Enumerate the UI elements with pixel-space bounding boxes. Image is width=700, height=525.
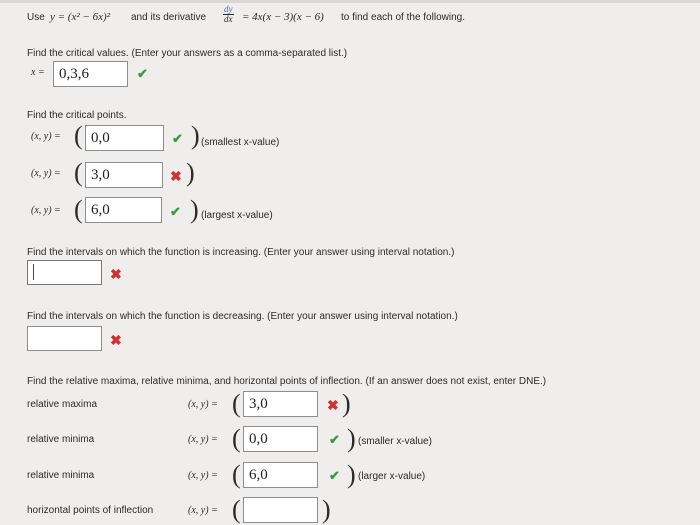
problem-instruction: to find each of the following. <box>341 12 465 23</box>
critical-values-prompt: Find the critical values. (Enter your answers as a comma-separated list.) <box>27 48 348 59</box>
critical-point-1-open-paren: ( <box>74 121 83 150</box>
critical-point-2-label: (x, y) = <box>31 168 61 179</box>
decreasing-input[interactable] <box>27 326 102 351</box>
top-divider <box>0 0 700 3</box>
relative-minima-1-xy-label: (x, y) = <box>188 434 218 445</box>
critical-point-1-note: (smallest x-value) <box>201 137 280 148</box>
inflection-points-label: horizontal points of inflection <box>27 505 154 516</box>
relative-minima-1-open-paren: ( <box>232 424 241 453</box>
decreasing-prompt: Find the intervals on which the function is decreasing. (Enter your answer using interval notation.) <box>27 311 458 322</box>
critical-point-1-correct-icon: ✔ <box>172 131 183 146</box>
critical-point-3-close-paren: ) <box>190 195 199 224</box>
inflection-points-open-paren: ( <box>232 495 241 524</box>
derivative-expression: = 4x(x − 3)(x − 6) <box>242 11 324 23</box>
inflection-points-xy-label: (x, y) = <box>188 505 218 516</box>
relative-minima-1-input[interactable]: 0,0 <box>243 426 318 452</box>
inflection-points-input[interactable] <box>243 497 318 523</box>
critical-point-3-open-paren: ( <box>74 195 83 224</box>
relative-minima-2-xy-label: (x, y) = <box>188 470 218 481</box>
relative-maxima-close-paren: ) <box>342 389 351 418</box>
relative-minima-2-input[interactable]: 6,0 <box>243 462 318 488</box>
derivative-fraction <box>223 5 234 24</box>
decreasing-incorrect-icon: ✖ <box>110 332 122 348</box>
critical-point-1-input[interactable]: 0,0 <box>85 125 164 151</box>
increasing-prompt: Find the intervals on which the function is increasing. (Enter your answer using interval notation.) <box>27 247 455 258</box>
relative-minima-2-note: (larger x-value) <box>358 471 426 482</box>
critical-point-1-label: (x, y) = <box>31 131 61 142</box>
critical-point-2-incorrect-icon: ✖ <box>170 168 182 184</box>
critical-values-label: x = <box>31 67 45 78</box>
increasing-incorrect-icon: ✖ <box>110 266 122 282</box>
critical-values-correct-icon: ✔ <box>137 66 148 81</box>
critical-point-3-note: (largest x-value) <box>201 210 273 221</box>
critical-points-prompt: Find the critical points. <box>27 110 127 121</box>
critical-values-input[interactable]: 0,3,6 <box>53 61 128 87</box>
critical-point-3-correct-icon: ✔ <box>170 204 181 219</box>
relative-minima-2-close-paren: ) <box>347 460 356 489</box>
relative-prompt: Find the relative maxima, relative minima, and horizontal points of inflection. (If an answer does not exist, enter DNE.) <box>27 376 547 387</box>
critical-point-3-label: (x, y) = <box>31 205 61 216</box>
critical-point-1-close-paren: ) <box>191 121 200 150</box>
relative-maxima-xy-label: (x, y) = <box>188 399 218 410</box>
problem-use: Use <box>27 12 45 23</box>
relative-minima-2-label: relative minima <box>27 470 95 481</box>
relative-minima-1-label: relative minima <box>27 434 95 445</box>
derivative-denominator: dx <box>224 14 233 24</box>
relative-maxima-label: relative maxima <box>27 399 98 410</box>
inflection-points-close-paren: ) <box>322 495 331 524</box>
critical-point-2-open-paren: ( <box>74 158 83 187</box>
problem-function: y = (x² − 6x)² <box>50 11 110 23</box>
relative-minima-2-open-paren: ( <box>232 460 241 489</box>
text-cursor <box>33 264 34 280</box>
critical-point-2-close-paren: ) <box>186 158 195 187</box>
relative-minima-2-correct-icon: ✔ <box>329 468 340 483</box>
relative-minima-1-note: (smaller x-value) <box>358 436 432 447</box>
relative-maxima-open-paren: ( <box>232 389 241 418</box>
relative-minima-1-correct-icon: ✔ <box>329 432 340 447</box>
increasing-input[interactable] <box>27 260 102 285</box>
critical-point-2-input[interactable]: 3,0 <box>85 162 163 188</box>
problem-and-derivative: and its derivative <box>131 12 207 23</box>
relative-maxima-input[interactable]: 3,0 <box>243 391 318 417</box>
derivative-numerator: dy <box>224 4 233 14</box>
critical-point-3-input[interactable]: 6,0 <box>85 197 162 223</box>
relative-maxima-incorrect-icon: ✖ <box>327 397 339 413</box>
relative-minima-1-close-paren: ) <box>347 424 356 453</box>
